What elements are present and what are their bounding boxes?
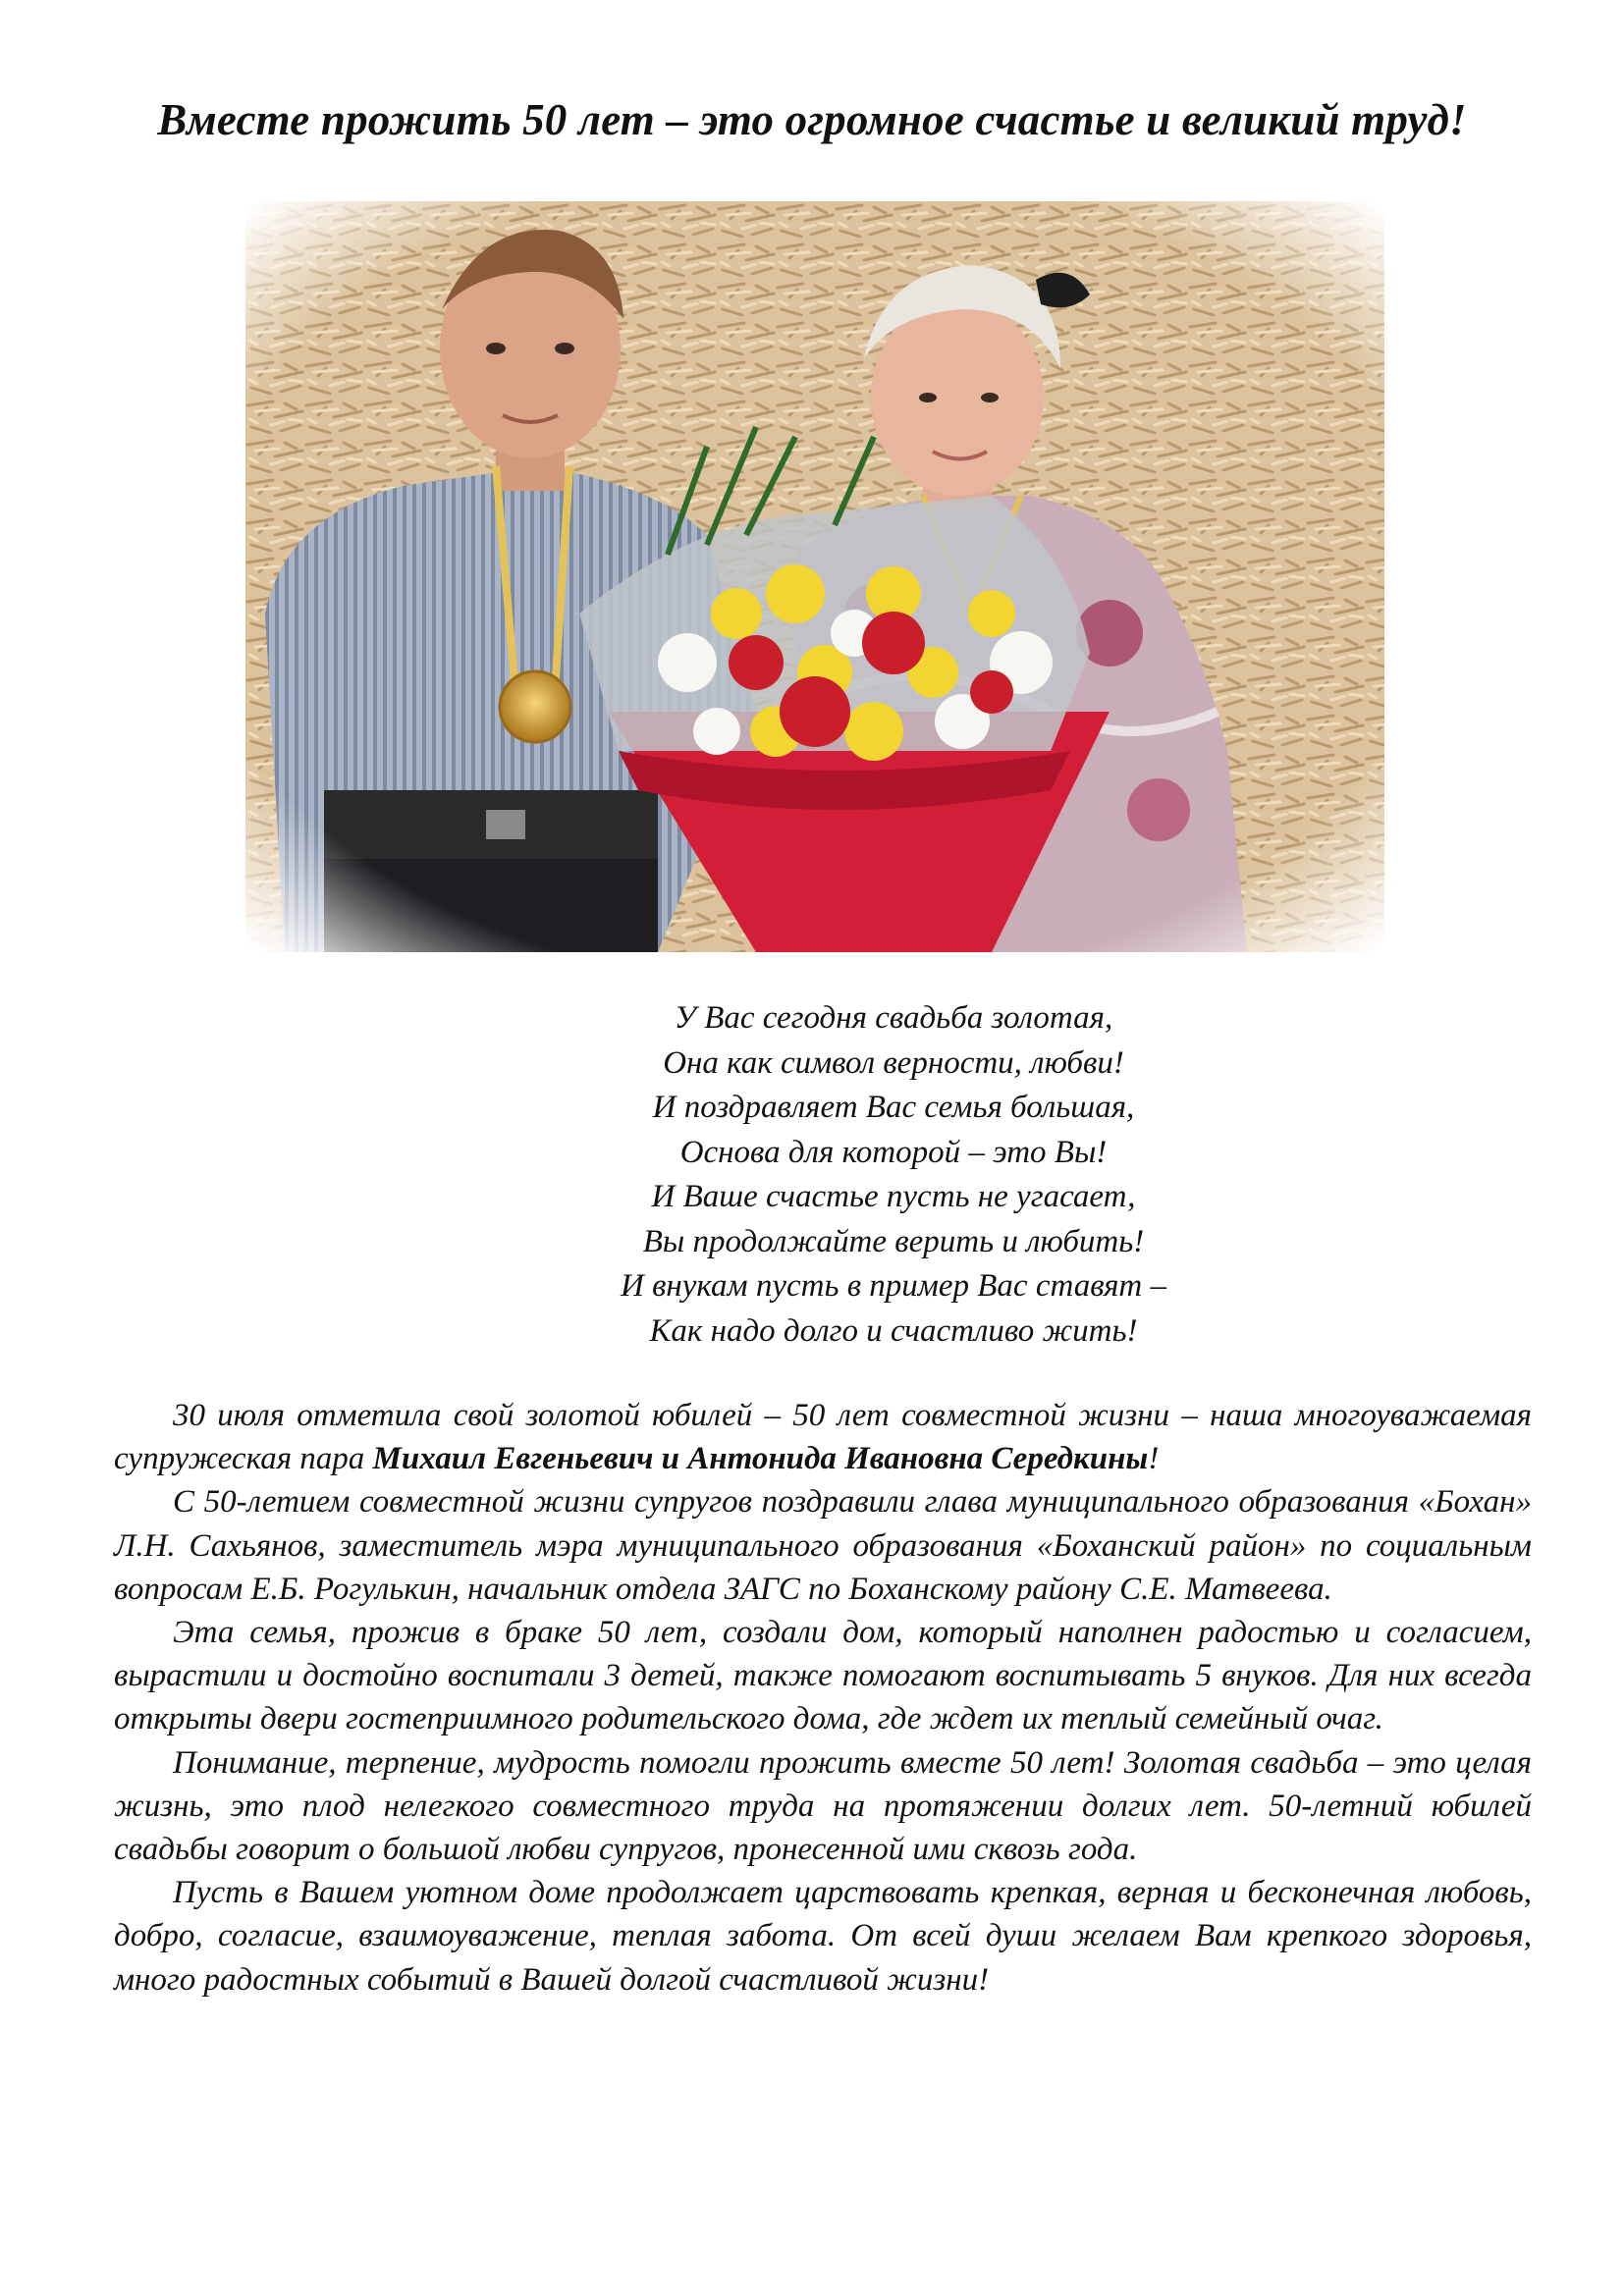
article-paragraph-5: Пусть в Вашем уютном доме продолжает царствовать крепкая, верная и бесконечная любовь, добро, согласие, взаимоуважение, теплая забота. От всей души желаем Вам крепкого здоровья, много радостных событий в Вашей долгой счастливой жизни! [114,1875,1532,1998]
poem-line: И Ваше счастье пусть не угасает, [651,1179,1136,1214]
poem-line: Вы продолжайте верить и любить! [642,1223,1145,1259]
couple-photo [245,201,1384,952]
poem-line: Как надо долго и счастливо жить! [649,1312,1138,1349]
article-paragraph-2: С 50-летием совместной жизни супругов поздравили глава муниципального образования «Бохан» Л.Н. Сахьянов, заместитель мэра муниципального образования «Боханский район» по социальным вопросам Е.Б. Рогулькин, начальник отдела ЗАГС по Боханскому району С.Е. Матвеева. [114,1484,1532,1607]
article-body [114,1394,1532,2002]
poem-line: Она как символ верности, любви! [663,1044,1124,1081]
paragraph-1-text: 30 июля отметила свой золотой юбилей – 50 лет совместной жизни – наша многоуважаемая супружеская пара [114,1398,1532,1477]
article-paragraph-3: Эта семья, прожив в браке 50 лет, создали дом, который наполнен радостью и согласием, вырастили и достойно воспитали 3 детей, также помогают воспитывать 5 внуков. Для них всегда открыты двери гостеприимного родительского дома, где ждет их теплый семейный очаг. [114,1615,1532,1737]
poem-line: И поздравляет Вас семья большая, [652,1090,1135,1125]
poem-line: И внукам пусть в пример Вас ставят – [620,1268,1167,1304]
article-paragraph-4: Понимание, терпение, мудрость помогли прожить вместе 50 лет! Золотая свадьба – это целая жизнь, это плод нелегкого совместного труда на протяжении долгих лет. 50-летний юбилей свадьбы говорит о большой любви супругов, пронесенной ими сквозь года. [114,1744,1532,1868]
poem-line: У Вас сегодня свадьба золотая, [674,1000,1113,1036]
poem [452,996,1335,1354]
poem-line: Основа для которой – это Вы! [679,1134,1108,1170]
paragraph-1-end: ! [1148,1441,1160,1477]
page-title: Вместе прожить 50 лет – это огромное счастье и великий труд! [157,95,1467,144]
article-paragraph-1 [114,1394,1532,1480]
couple-names: Михаил Евгеньевич и Антонида Ивановна Середкины [372,1441,1149,1477]
couple-photo-illustration [245,201,1384,952]
